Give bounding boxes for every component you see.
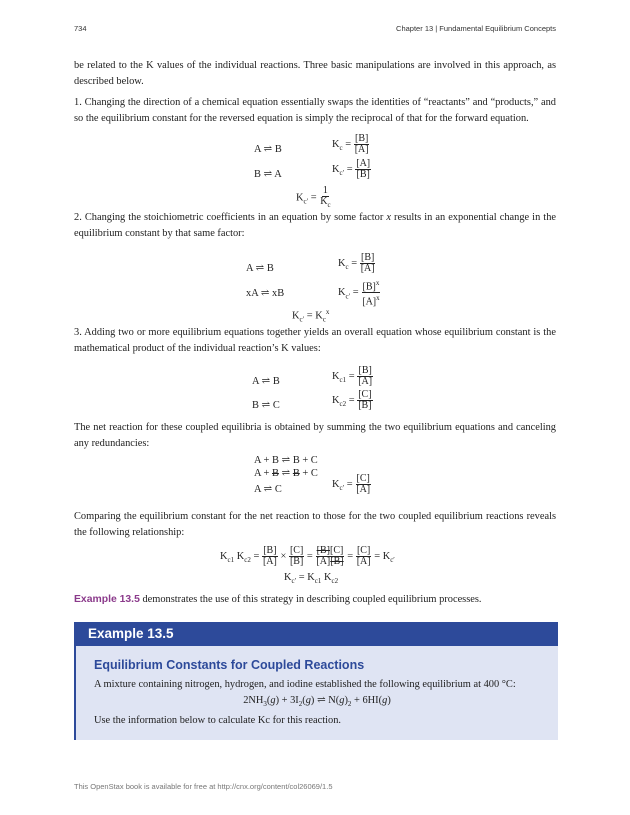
reverse-reaction: B ⇌ A: [254, 169, 282, 180]
chapter-header: Chapter 13 | Fundamental Equilibrium Concepts: [396, 24, 556, 33]
cancel-reaction: A + B ⇌ B + C: [254, 468, 318, 479]
intro-paragraph: be related to the K values of the individual reactions. Three basic manipulations are involved in this approach, as described below.: [74, 60, 556, 87]
net-kc-expression: $K_{c'}$ = $\frac{[C]}{[A]}$: [332, 473, 371, 495]
rule3-paragraph: 3. Adding two or more equilibrium equations together yields an overall equation whose equilibrium constant is the mathematical product of the individual reaction’s K values:: [74, 327, 556, 354]
forward-reaction: A ⇌ B: [254, 144, 282, 155]
example-title: Equilibrium Constants for Coupled Reactions: [94, 658, 365, 672]
coupled-equation-block: [74, 362, 556, 420]
net-paragraph: The net reaction for these coupled equilibria is obtained by summing the two equilibrium equations and canceling any redundancies:: [74, 422, 556, 449]
example-label: Example 13.5: [76, 622, 558, 646]
reaction-a-b: A ⇌ B: [252, 376, 280, 387]
scaled-reaction: xA ⇌ xB: [246, 288, 285, 299]
forward-reaction-2: A ⇌ B: [246, 263, 274, 274]
footer-note: This OpenStax book is available for free at http://cnx.org/content/col26069/1.5: [74, 782, 333, 791]
kc-expression: $K_c$ = $\frac{[B]}{[A]}$: [332, 133, 369, 155]
reaction-b-c: B ⇌ C: [252, 400, 280, 411]
kc-expression-2: $K_c$ = $\frac{[B]}{[A]}$: [338, 252, 375, 274]
reciprocal-equation-block: [74, 132, 556, 210]
example-reference-paragraph: Example 13.5 demonstrates the use of this strategy in describing coupled equilibrium processes.: [74, 594, 482, 605]
page-body: [74, 58, 556, 614]
net-reaction-block: [74, 457, 556, 509]
net-reaction: A ⇌ C: [254, 484, 282, 495]
example-link[interactable]: Example 13.5: [74, 594, 140, 605]
kc2-expression: $K_{c2}$ = $\frac{[C]}{[B]}$: [332, 389, 372, 411]
example-text: A mixture containing nitrogen, hydrogen, and iodine established the following equilibrium at 400 °C:: [94, 679, 516, 690]
compare-paragraph: Comparing the equilibrium constant for the net reaction to those for the two coupled equilibrium reactions reveals the following relationship:: [74, 511, 556, 538]
product-relation: $K_{c1}$ $K_{c2}$ = $\frac{[B]}{[A]}$ × $\frac{[C]}{[B]}$ = $\frac{[B][C]}{[A][B]}$ = $\frac{[C]}{[A]}$ = $K_{c'}$: [220, 545, 395, 567]
example-equation: $2NH_3(g) + 3I_2(g)$ ⇌ $N(g)_2 + 6HI(g)$: [243, 695, 391, 709]
final-relation: $K_{c'} = K_{c1}$ $K_{c2}$: [284, 572, 339, 586]
kc-prime-expression-2: $K_{c'}$ = $\frac{[B]^x}{[A]^x}$: [338, 279, 380, 308]
exponent-equation-block: [74, 247, 556, 325]
example-box: [74, 622, 558, 740]
relationship-block: [74, 546, 556, 592]
kc1-expression: $K_{c1}$ = $\frac{[B]}{[A]}$: [332, 365, 373, 387]
rule1-paragraph: 1. Changing the direction of a chemical equation essentially swaps the identities of “reactants” and “products,” and so the equilibrium constant for the reversed equation is simply the reciprocal of that for the forward equation.: [74, 97, 556, 124]
exponent-relation: $K_{c'} = K_c^x$: [292, 308, 330, 324]
kc-prime-expression: $K_{c'}$ = $\frac{[A]}{[B]}$: [332, 158, 371, 180]
summed-reaction: A + B ⇌ B + C: [254, 455, 318, 466]
example-task: Use the information below to calculate Kc for this reaction.: [94, 715, 341, 727]
page-number: 734: [74, 24, 87, 33]
rule2-paragraph: 2. Changing the stoichiometric coefficients in an equation by some factor x results in an exponential change in the equilibrium constant by that same factor:: [74, 212, 557, 239]
reciprocal-relation: $K_{c'}$ = $\frac{1}{K_c}$: [296, 185, 331, 209]
